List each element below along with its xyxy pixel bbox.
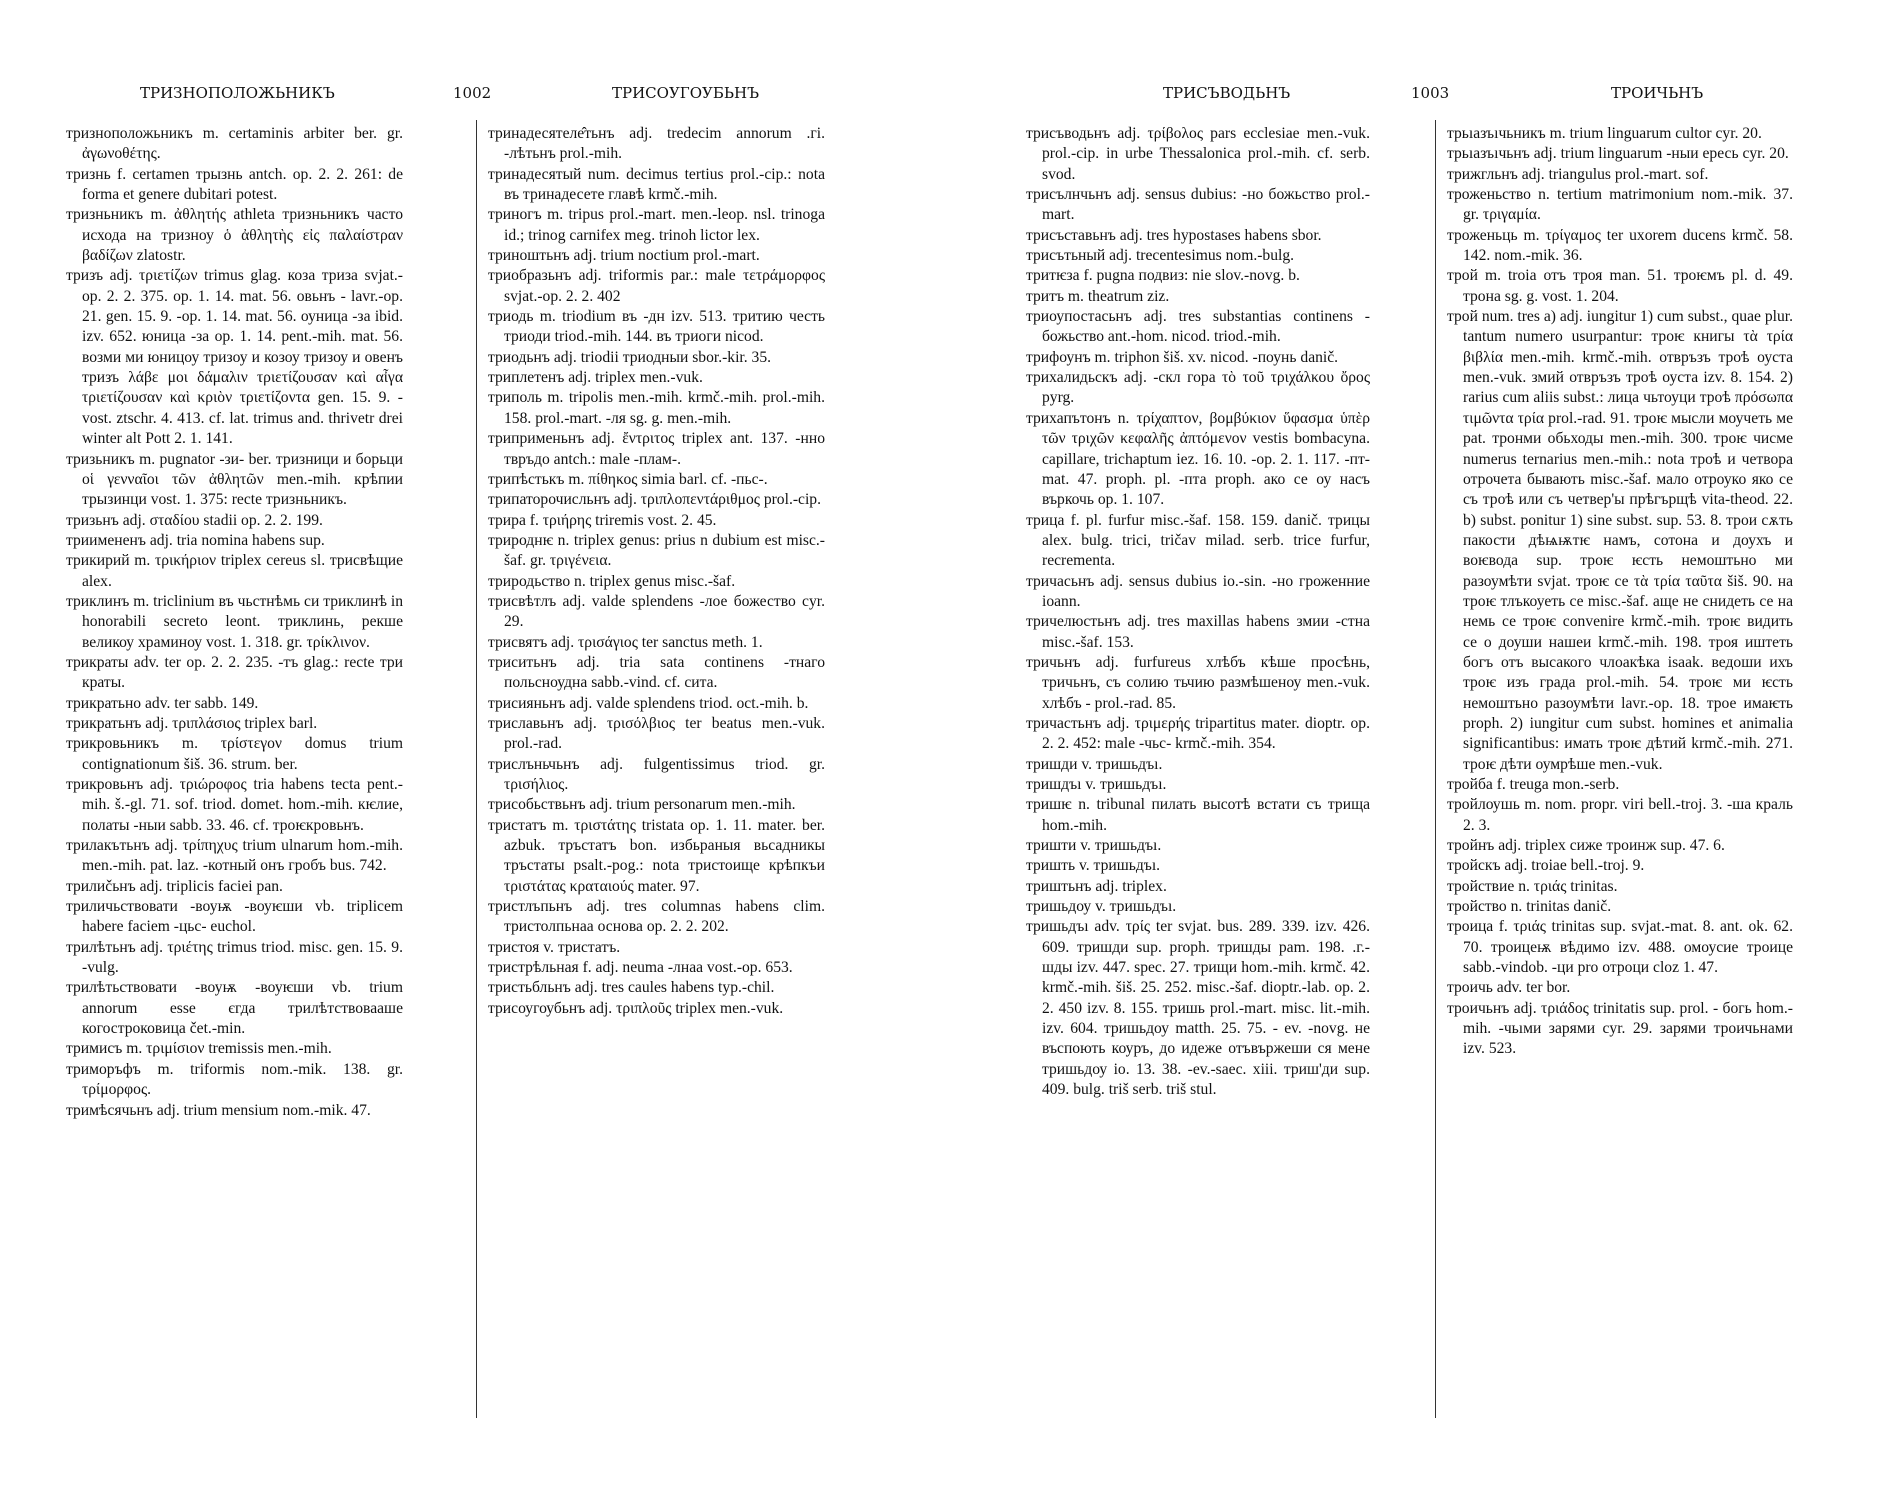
- dictionary-entry: тримѣсячьнъ adj. trium mensium nom.-mik. 47.: [66, 1101, 371, 1119]
- dictionary-entry: трисвѣтлъ adj. valde splendens -лое божество cyr. 29.: [488, 592, 825, 631]
- page-number: 1002: [453, 84, 492, 102]
- dictionary-entry: тришьдоу v. тришьдъı.: [1026, 898, 1177, 916]
- dictionary-entry: тришьдъı adv. τρίς ter svjat. bus. 289. 339. izv. 426. 609. тришди sup. proph. тришды pam. 198. .г.-шды izv. 447. spec. 27. трищи hom.-mih. krmč. 42. krmč.-mih. šiš. 25. 252. misc.-šaf. dioptr.-lab. op. 2. 2. 450 izv. 8. 155. тришь prol.-mart. misc. lit.-mih. izv. 604. тришьдоу matth. 25. 75. - ev. -novg. не въспоють коуръ, до идеже отъвържеши ся мене тришьдоу io. 13. 38. -ev.-saec. xiii. триш'ди sup. 409. bulg. triš serb. triš stul.: [1026, 918, 1370, 1099]
- dictionary-entry: тритъ m. theatrum ziz.: [1026, 287, 1170, 305]
- dictionary-entry: трихапътонъ n. τρίχαπτον, βομβύκιον ὕφασμα ὑπὲρ τῶν τριχῶν κεφαλῆς ἀπτόμενον vestis bombacyna. capillare, trichaptum iez. 16. 10. -op. 2. 1. 117. -пт- mat. 47. proph. pl. -пта proph. ако се оу насъ въркочь op. 1. 107.: [1026, 409, 1370, 509]
- dictionary-entry: триславьнъ adj. τρισόλβιος ter beatus men.-vuk. prol.-rad.: [488, 714, 825, 753]
- dictionary-entry: тричасьнъ adj. sensus dubius io.-sin. -но гроженние ioann.: [1026, 572, 1370, 610]
- dictionary-entry: трикратьнъ adj. τριπλάσιος triplex barl.: [66, 714, 318, 732]
- dictionary-entry: тришти v. тришьдъı.: [1026, 837, 1162, 855]
- dictionary-entry: триморъфъ m. triformis nom.-mik. 138. gr. τρίμορφος.: [66, 1060, 403, 1099]
- dictionary-entry: тройлоушь m. nom. propr. viri bell.-troj. 3. -ша краль 2. 3.: [1447, 796, 1793, 834]
- running-head-left: ТРИЗНОПОЛОЖЬНИКЪ: [140, 84, 335, 102]
- dictionary-entry: трой m. troia отъ троя man. 51. троѥмъ pl. d. 49. трона sg. g. vost. 1. 204.: [1447, 267, 1793, 305]
- dictionary-entry: тричелюстьнъ adj. tres maxillas habens змии -стна misc.-šaf. 153.: [1026, 613, 1370, 651]
- dictionary-entry: тримисъ m. τριμίσιον tremissis men.-mih.: [66, 1040, 332, 1058]
- dictionary-entry: триобразьнъ adj. triformis par.: male τετράμορφος svjat.-op. 2. 2. 402: [488, 267, 825, 305]
- dictionary-entry: трипаторочисльнъ adj. τριπλοπεντάριθμος prol.-cip.: [488, 491, 821, 509]
- dictionary-entry: тризноположьникъ m. certaminis arbiter ber. gr. ἀγωνοθέτης.: [66, 125, 403, 163]
- dictionary-entry: трой num. tres a) adj. iungitur 1) cum subst., quae plur. tantum numero usurpantur: троѥ книгы τὰ τρία βιβλία men.-mih. krmč.-mih. отвръзъ троѣ оуста men.-vuk. змий отвръзъ троѣ оуста izv. 8. 154. 2) rarius cum aliis subst.: лица чьтоуци троѣ πρόσωπα τιμῶντα τρία prol.-rad. 91. троѥ мысли моучеть ме pat. тронми обьходы men.-mih. 300. троѥ чисме numerus ternarius men.-mih.: nota троѣ и четвора отрочета бывають misc.-šaf. мало отроуко яко се съ троѣ или съ четвер'ы прѣгърщѣ vita-theod. 22. b) subst. ponitur 1) sine subst. sup. 53. 8. трои сѫть пакости дѣѩѭтѥ намъ, сотона и доухъ и воѥвода sup. троѥ ѥсть немоштьно ми разоумѣти svjat. троѥ се τὰ τρία ταῦτα šiš. 90. на троѥ тлъкоуеть се misc.-šaf. аще не снидеть се на немь се троѥ convenire krmč.-mih. троѥ видить се о доуши нашеи krmč.-mih. 198. троя иштеть богъ отъ высакого члоакѣка isaak. ведоши ихъ троѥ изъ града prol.-mih. 54. троѥ ми ѥсть немоштьно разоумѣти lavr.-op. 18. трое имаѥть proph. 2) iungitur cum subst. homines et animalia significantibus: имать троѥ дѣтий krmč.-mih. 271. троѥ дѣти оумрѣше men.-vuk.: [1447, 308, 1793, 773]
- dictionary-entry: триштьнъ adj. triplex.: [1026, 877, 1167, 895]
- dictionary-entry: трипѣстькъ m. πίθηκος simia barl. cf. -пьс-.: [488, 470, 768, 488]
- dictionary-entry: тризьнъ adj. σταδίου stadii op. 2. 2. 199.: [66, 511, 323, 529]
- dictionary-entry: трикирий m. τρικήριον triplex cereus sl. трисвѣщие alex.: [66, 552, 403, 590]
- dictionary-entry: трьıазъıчьникъ m. trium linguarum cultor cyr. 20.: [1447, 125, 1762, 142]
- dictionary-entry: триплетенъ adj. triplex men.-vuk.: [488, 369, 703, 387]
- dictionary-entry: тройскъ adj. troiae bell.-troj. 9.: [1447, 857, 1645, 875]
- dictionary-entry: тришдъı v. тришьдъı.: [1026, 776, 1167, 793]
- dictionary-entry: тричьнъ adj. furfureus хлѣбъ кѣше просѣнь, тричьнъ, съ солию тьчию размѣшеноу men.-vuk. хлѣбъ - prol.-rad. 85.: [1026, 653, 1370, 712]
- dictionary-entry: трифоунъ m. triphon šiš. xv. nicod. -поунь danič.: [1026, 348, 1339, 366]
- dictionary-entry: тристлъпьнъ adj. tres columnas habens clim. тристолпьнаа основа op. 2. 2. 202.: [488, 898, 825, 936]
- dictionary-entry: триодь m. triodium въ -дн izv. 513. тритию честь триоди triod.-mih. 144. въ триоги nicod.: [488, 308, 825, 346]
- running-head-left: ТРИСЪВОДЬНЪ: [1163, 84, 1291, 102]
- dictionary-entry: триоупостасьнъ adj. tres substantias continens - божьство ant.-hom. nicod. triod.-mih.: [1026, 308, 1370, 346]
- dictionary-entry: триполь m. tripolis men.-mih. krmč.-mih. prol.-mih. 158. prol.-mart. -ля sg. g. men.-mih.: [488, 389, 825, 427]
- column-divider: [476, 120, 477, 1418]
- dictionary-entry: тристоя v. тристатъ.: [488, 938, 621, 956]
- dictionary-entry: триногъ m. tripus prol.-mart. men.-leop. nsl. trinoga id.; trinog carnifex meg. trinoh lictor lex.: [488, 206, 825, 244]
- dictionary-entry: тришди v. тришьдъı.: [1026, 755, 1163, 773]
- dictionary-entry: тройнъ adj. triplex сиже троинж sup. 47. 6.: [1447, 837, 1725, 855]
- dictionary-entry: тризнь f. certamen трызнь antch. op. 2. 2. 261: de forma et genere dubitari potest.: [66, 165, 403, 204]
- dictionary-entry: тройба f. treuga mon.-serb.: [1447, 776, 1620, 793]
- dictionary-entry: триличьствовати -воуѭ -воуѥши vb. triplicem habere faciem -цьс- euchol.: [66, 898, 403, 936]
- right-page: [951, 0, 1902, 1500]
- page-number: 1003: [1411, 84, 1450, 102]
- dictionary-entry: тришѥ n. tribunal пилать высотѣ встати съ трища hom.-mih.: [1026, 796, 1370, 834]
- dictionary-entry: трикровьникъ m. τρίστεγον domus trium contignationum šiš. 36. strum. ber.: [66, 735, 403, 773]
- dictionary-entry: триноштьнъ adj. trium noctium prol.-mart.: [488, 247, 760, 265]
- dictionary-entry: триодьнъ adj. triodii триодныи sbor.-kir. 35.: [488, 348, 772, 366]
- dictionary-entry: тризньникъ m. ἀθλητής athleta тризньникъ часто исхода на тризноу ὁ ἀθλητὴς εἰς παλαίστραν βαδίζων zlatostr.: [66, 206, 403, 265]
- left-page-column-1: [66, 124, 403, 1121]
- dictionary-entry: триклинъ m. triclinium въ чьстнѣмь си триклинѣ in honorabili secreto leont. триклинь, рекше великоу храминоу vost. 1. 318. gr. τρίκλινον.: [66, 592, 403, 651]
- dictionary-entry: трижгльнъ adj. triangulus prol.-mart. sof.: [1447, 165, 1709, 183]
- dictionary-entry: трихалидьскъ adj. -скл гора τὸ τοῦ τριχάλκου ὄρος pyrg.: [1026, 369, 1370, 407]
- dictionary-entry: тришть v. тришьдъı.: [1026, 857, 1161, 875]
- dictionary-entry: трисобьствьнъ adj. trium personarum men.-mih.: [488, 796, 796, 814]
- dictionary-entry: тройство n. trinitas danič.: [1447, 898, 1612, 916]
- dictionary-entry: тринадесятеле̂тьнъ adj. tredecim annorum .гі. -лѣтьнъ prol.-mih.: [488, 125, 825, 163]
- dictionary-entry: тройствие n. τριάς trinitas.: [1447, 877, 1618, 895]
- dictionary-entry: троица f. τριάς trinitas sup. svjat.-mat. 8. ant. ok. 62. 70. троицеѭ вѣдимо izv. 488. омоусие троице sabb.-vindob. -ци pro отроци cloz 1. 47.: [1447, 918, 1793, 977]
- dictionary-entry: трилѣтьнъ adj. τριέτης trimus triod. misc. gen. 15. 9. -vulg.: [66, 938, 403, 977]
- dictionary-entry: трисътьный adj. trecentesimus nom.-bulg.: [1026, 247, 1295, 265]
- dictionary-entry: трисъставьнъ adj. tres hypostases habens sbor.: [1026, 226, 1322, 244]
- running-head-right: ТРОИЧЬНЪ: [1611, 84, 1704, 102]
- dictionary-entry: трикровьнъ adj. τριώροφος tria habens tecta pent.-mih. š.-gl. 71. sof. triod. domet. hom.-mih. кѥлие, полаты -ныи sabb. 33. 46. cf. троѥкровьнъ.: [66, 776, 403, 834]
- dictionary-entry: трисоугоубьнъ adj. τριπλοῦς triplex men.-vuk.: [488, 999, 784, 1017]
- dictionary-entry: трилакътьнъ adj. τρίπηχυς trium ulnarum hom.-mih. men.-mih. pat. laz. -котный онъ гробъ bus. 742.: [66, 837, 403, 875]
- dictionary-entry: трица f. pl. furfur misc.-šaf. 158. 159. danič. трицы alex. bulg. trici, tričav milad. serb. trice furfur, recrementa.: [1026, 511, 1370, 570]
- dictionary-entry: трикратьно adv. ter sabb. 149.: [66, 694, 259, 712]
- dictionary-entry: триситьнъ adj. tria sata continens -тнаго польсноуднa sabb.-vind. cf. сита.: [488, 653, 825, 692]
- dictionary-entry: тристрѣльная f. adj. neuma -лнаа vost.-op. 653.: [488, 959, 793, 977]
- dictionary-entry: трикраты adv. ter op. 2. 2. 235. -тъ glag.: recte три краты.: [66, 653, 403, 692]
- column-divider: [1435, 120, 1436, 1418]
- dictionary-entry: троичьнъ adj. τριάδος trinitatis sup. prol. - богь hom.-mih. -чьıми зарями cyr. 29. зарями троичьнами izv. 523.: [1447, 999, 1793, 1058]
- dictionary-entry: трилѣтьствовати -воуѭ -воуѥши vb. trium annorum esse єгда трилѣтствовааше когостроковица čet.-min.: [66, 979, 403, 1038]
- dictionary-entry: тризьникъ m. pugnator -зи- ber. тризници и борьци οἱ γενναῖοι τῶν ἀθλητῶν men.-mih. крѣпии трызинци vost. 1. 375: recte тризньникъ.: [66, 450, 403, 509]
- running-head-right: ТРИСОУГОУБЬНЪ: [612, 84, 759, 102]
- dictionary-entry: тринадесятый num. decimus tertius prol.-cip.: nota въ тринадесете главѣ krmč.-mih.: [488, 165, 825, 204]
- left-page-column-2: [488, 124, 825, 1019]
- dictionary-entry: триродьство n. triplex genus misc.-šaf.: [488, 572, 736, 590]
- dictionary-entry: трисълнчьнъ adj. sensus dubius: -но божьство prol.-mart.: [1026, 186, 1370, 224]
- dictionary-entry: трира f. τριήρης triremis vost. 2. 45.: [488, 511, 717, 529]
- dictionary-entry: троженьць m. τρίγαμος ter uxorem ducens krmč. 58. 142. nom.-mik. 36.: [1447, 226, 1793, 265]
- right-page-column-1: [1026, 124, 1370, 1101]
- dictionary-entry: трьıазъıчьнъ adj. trium linguarum -ныи ересь cyr. 20.: [1447, 145, 1789, 163]
- right-page-column-2: [1447, 124, 1793, 1060]
- dictionary-entry: тритѥза f. pugna подвиз: nie slov.-novg. b.: [1026, 267, 1300, 285]
- dictionary-entry: тризъ adj. τριετίζων trimus glag. коза триза svjat.-op. 2. 2. 375. op. 1. 14. mat. 56. овьнъ - lavr.-op. 21. gen. 15. 9. -op. 1. 14. mat. 56. оуница -за ibid. izv. 652. юница -за op. 1. 14. pent.-mih. mat. 56. возми ми юницоу тризоу и козоу тризоу и овенъ тризъ λάβε μοι δάμαλιν τριετίζουσαν καὶ αἶγα τριετίζουσαν καὶ κριὸν τριετίζοντα gen. 15. 9. - vost. ztschr. 4. 413. cf. lat. trimus and. thrivetr drei winter alt Pott 2. 1. 141.: [66, 267, 403, 448]
- dictionary-entry: трисъводьнъ adj. τρίβολος pars ecclesiae men.-vuk. prol.-cip. in urbe Thessalonica prol.-mih. cf. serb. svod.: [1026, 125, 1370, 183]
- dictionary-entry: трисвятъ adj. τρισάγιος ter sanctus meth. 1.: [488, 633, 763, 651]
- dictionary-entry: трироднѥ n. triplex genus: prius n dubium est misc.-šaf. gr. τριγένεια.: [488, 531, 825, 570]
- dictionary-entry: триприменьнъ adj. ἔντριτος triplex ant. 137. -нно твръдо antch.: male -плам-.: [488, 430, 825, 468]
- dictionary-entry: тристатъ m. τριστάτης tristata op. 1. 11. mater. ber. azbuk. тръстатъ bon. избьраныя вьсадникы тръстаты psalt.-pog.: nota тристоище крѣпкъи τριστάτας κραταιούς mater. 97.: [488, 816, 825, 895]
- dictionary-entry: троженьство n. tertium matrimonium nom.-mik. 37. gr. τριγαμία.: [1447, 186, 1793, 224]
- dictionary-entry: трисияньнъ adj. valde splendens triod. oct.-mih. b.: [488, 694, 809, 712]
- dictionary-entry: тристьбльнъ adj. tres caules habens typ.-chil.: [488, 979, 775, 997]
- dictionary-entry: трислъньчьнъ adj. fulgentissimus triod. gr. τρισήλιος.: [488, 755, 825, 793]
- dictionary-entry: трилиčьнъ adj. triplicis faciei pan.: [66, 877, 283, 895]
- dictionary-entry: триимененъ adj. tria nomina habens sup.: [66, 531, 325, 549]
- dictionary-entry: тричастьнъ adj. τριμερής tripartitus mater. dioptr. op. 2. 2. 452: male -чьс- krmč.-mih. 354.: [1026, 714, 1370, 753]
- dictionary-entry: троичь adv. ter bor.: [1447, 979, 1571, 997]
